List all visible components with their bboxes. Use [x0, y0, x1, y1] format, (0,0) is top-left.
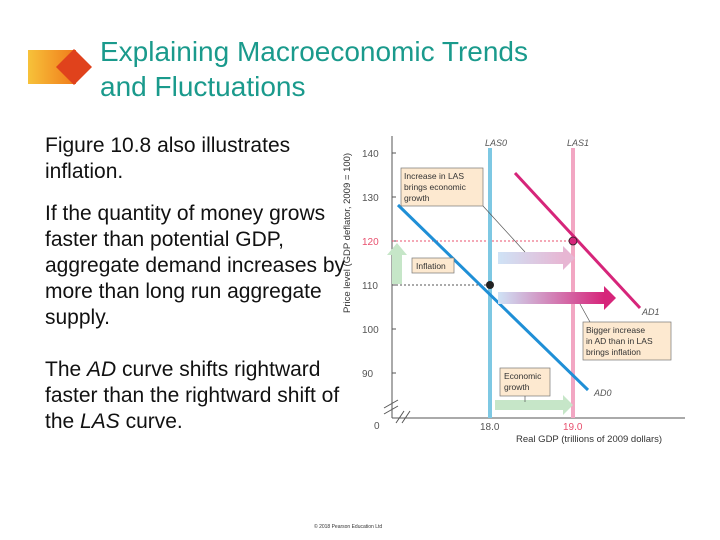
ad-inflation-line-3: brings inflation — [586, 347, 641, 357]
las0-label: LAS0 — [485, 138, 508, 148]
inflation-label: Inflation — [416, 261, 446, 271]
y-tick-label: 100 — [362, 325, 379, 336]
las-growth-line-2: brings economic — [404, 182, 466, 192]
paragraph-ad-term: AD — [87, 358, 117, 381]
slide-title-line-1: Explaining Macroeconomic Trends — [100, 36, 528, 67]
ad1-label: AD1 — [642, 307, 660, 317]
copyright-footer: © 2018 Pearson Education Ltd — [314, 524, 383, 530]
equilibrium-point-new — [569, 237, 577, 245]
equilibrium-point-initial — [486, 281, 494, 289]
las-shift-arrow-body — [498, 252, 563, 264]
las1-label: LAS1 — [567, 138, 590, 148]
econ-growth-line-2: growth — [504, 382, 530, 392]
paragraph-ad-shift-part-3: curve. — [119, 410, 183, 433]
ad-shift-arrow-body — [498, 292, 604, 304]
slide-title — [100, 34, 700, 104]
paragraph-ad-shift-part-2: curve shifts rightward faster than the rightward shift of the — [45, 358, 340, 433]
paragraph-inflation-intro: Figure 10.8 also illustrates inflation. — [45, 134, 291, 183]
y-tick-label: 130 — [362, 193, 379, 204]
growth-arrow-body — [495, 400, 563, 410]
econ-growth-box — [500, 368, 550, 396]
y-tick-label: 140 — [362, 149, 379, 160]
ad-inflation-line-2: in AD than in LAS — [586, 336, 653, 346]
las-growth-box — [401, 168, 483, 206]
paragraph-ad-shift-part-1: The — [45, 358, 88, 381]
y-tick-label: 0 — [374, 421, 380, 432]
paragraph-las-term: LAS — [80, 410, 120, 433]
ad-shift-arrow-head — [604, 286, 616, 310]
ad-inflation-box — [583, 322, 671, 360]
y-tick-label: 120 — [362, 237, 379, 248]
econ-growth-line-1: Economic — [504, 371, 542, 381]
presentation-logo-icon — [28, 47, 98, 87]
las-growth-line-3: growth — [404, 193, 430, 203]
inflation-box — [412, 258, 454, 273]
ad0-label: AD0 — [594, 388, 612, 398]
slide-title-line-2: and Fluctuations — [100, 71, 306, 102]
x-tick-label: 19.0 — [563, 422, 583, 433]
las-growth-line-1: Increase in LAS — [404, 171, 465, 181]
y-tick-label: 110 — [362, 281, 378, 292]
ad-inflation-line-1: Bigger increase — [586, 325, 646, 335]
x-tick-label: 18.0 — [480, 422, 500, 433]
paragraph-money-growth: If the quantity of money grows faster than potential GDP, aggregate demand increases by more than long run aggregate supply. — [45, 202, 346, 329]
inflation-arrow-body — [392, 254, 402, 284]
inflation-arrow-head — [387, 243, 407, 255]
paragraph-ad-shift — [45, 357, 345, 435]
y-tick-label: 90 — [362, 369, 374, 380]
y-axis-label: Price level (GDP deflator, 2009 = 100) — [342, 152, 353, 313]
x-axis-label: Real GDP (trillions of 2009 dollars) — [516, 434, 663, 445]
ad-las-diagram — [340, 128, 690, 448]
ad-inflation-pointer — [580, 304, 590, 322]
